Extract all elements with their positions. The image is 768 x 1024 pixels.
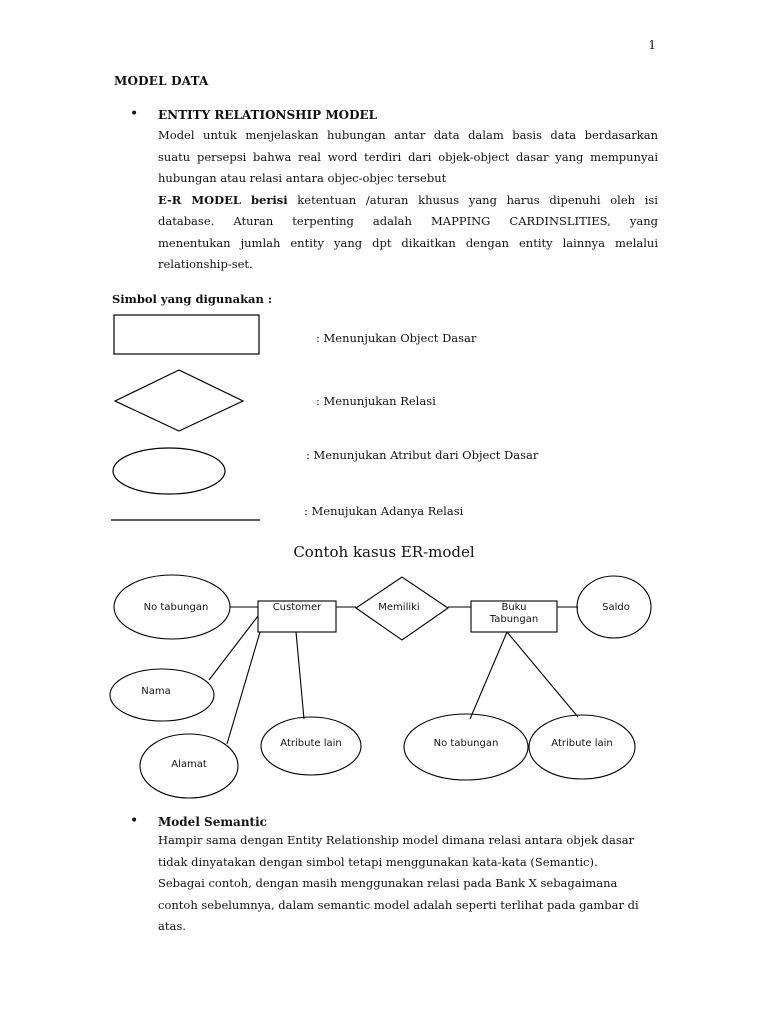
para-line: menentukan jumlah entity yang dpt dikaitkan dengan entity lainnya melalui	[158, 235, 658, 250]
entity-label-tabungan: Tabungan	[489, 614, 539, 625]
diamond-symbol	[115, 370, 243, 431]
para-line: suatu persepsi bahwa real word terdiri dari objek-object dasar yang mempunyai	[158, 149, 658, 164]
para-line: atas.	[158, 919, 186, 933]
symbols-heading: Simbol yang digunakan :	[112, 292, 273, 306]
attr-label-no-tabungan-2: No tabungan	[433, 738, 499, 749]
er-model-bold-term: E-R MODEL berisi	[158, 192, 288, 207]
symbols-legend-shapes	[100, 305, 280, 525]
symbol-desc-ellipse: : Menunjukan Atribut dari Object Dasar	[306, 448, 539, 462]
ellipse-symbol	[113, 448, 225, 494]
rectangle-symbol	[114, 315, 259, 354]
symbol-desc-line: : Menujukan Adanya Relasi	[304, 504, 464, 518]
er-model-paragraph	[158, 125, 658, 276]
bullet-1: •	[130, 106, 139, 122]
attr-label-no-tabungan: No tabungan	[143, 602, 209, 613]
para-line: Model untuk menjelaskan hubungan antar data dalam basis data berdasarkan	[158, 128, 658, 142]
attr-label-alamat: Alamat	[171, 759, 207, 770]
para-line: contoh sebelumnya, dalam semantic model adalah seperti terlihat pada gambar di	[158, 897, 639, 912]
model-semantic-paragraph	[158, 830, 658, 938]
para-line-rest: ketentuan /aturan khusus yang harus dipenuhi oleh isi	[287, 192, 658, 207]
para-line: tidak dinyatakan dengan simbol tetapi menggunakan kata-kata (Semantic).	[158, 854, 598, 869]
page-number: 1	[648, 38, 656, 52]
entity-label-customer: Customer	[272, 602, 322, 613]
section-heading-model-semantic: Model Semantic	[158, 815, 267, 829]
er-diagram	[0, 570, 768, 810]
attr-label-atribute-lain: Atribute lain	[280, 738, 342, 749]
para-line	[158, 190, 658, 212]
attr-label-atribute-lain-2: Atribute lain	[551, 738, 613, 749]
attr-label-saldo: Saldo	[602, 602, 630, 613]
symbol-desc-diamond: : Menunjukan Relasi	[316, 394, 436, 408]
attr-label-nama: Nama	[141, 686, 171, 697]
bullet-2: •	[130, 813, 139, 829]
para-line: database. Aturan terpenting adalah MAPPING CARDINSLITIES, yang	[158, 214, 658, 228]
relation-label-memiliki: Memiliki	[378, 602, 420, 613]
er-diagram-title: Contoh kasus ER-model	[293, 543, 475, 561]
entity-label-buku: Buku	[501, 602, 527, 613]
para-line: Sebagai contoh, dengan masih menggunakan relasi pada Bank X sebagaimana	[158, 876, 618, 890]
connector-line	[227, 632, 260, 744]
para-line: hubungan atau relasi antara objec-objec tersebut	[158, 171, 447, 185]
symbol-desc-rectangle: : Menunjukan Object Dasar	[316, 331, 477, 345]
para-line: relationship-set.	[158, 257, 253, 271]
section-heading-er-model: ENTITY RELATIONSHIP MODEL	[158, 108, 378, 122]
connector-line	[470, 632, 507, 719]
page-title: MODEL DATA	[114, 74, 209, 88]
connector-line	[507, 632, 578, 717]
connector-line	[209, 616, 258, 680]
para-line: Hampir sama dengan Entity Relationship model dimana relasi antara objek dasar	[158, 833, 635, 847]
connector-line	[296, 632, 304, 719]
